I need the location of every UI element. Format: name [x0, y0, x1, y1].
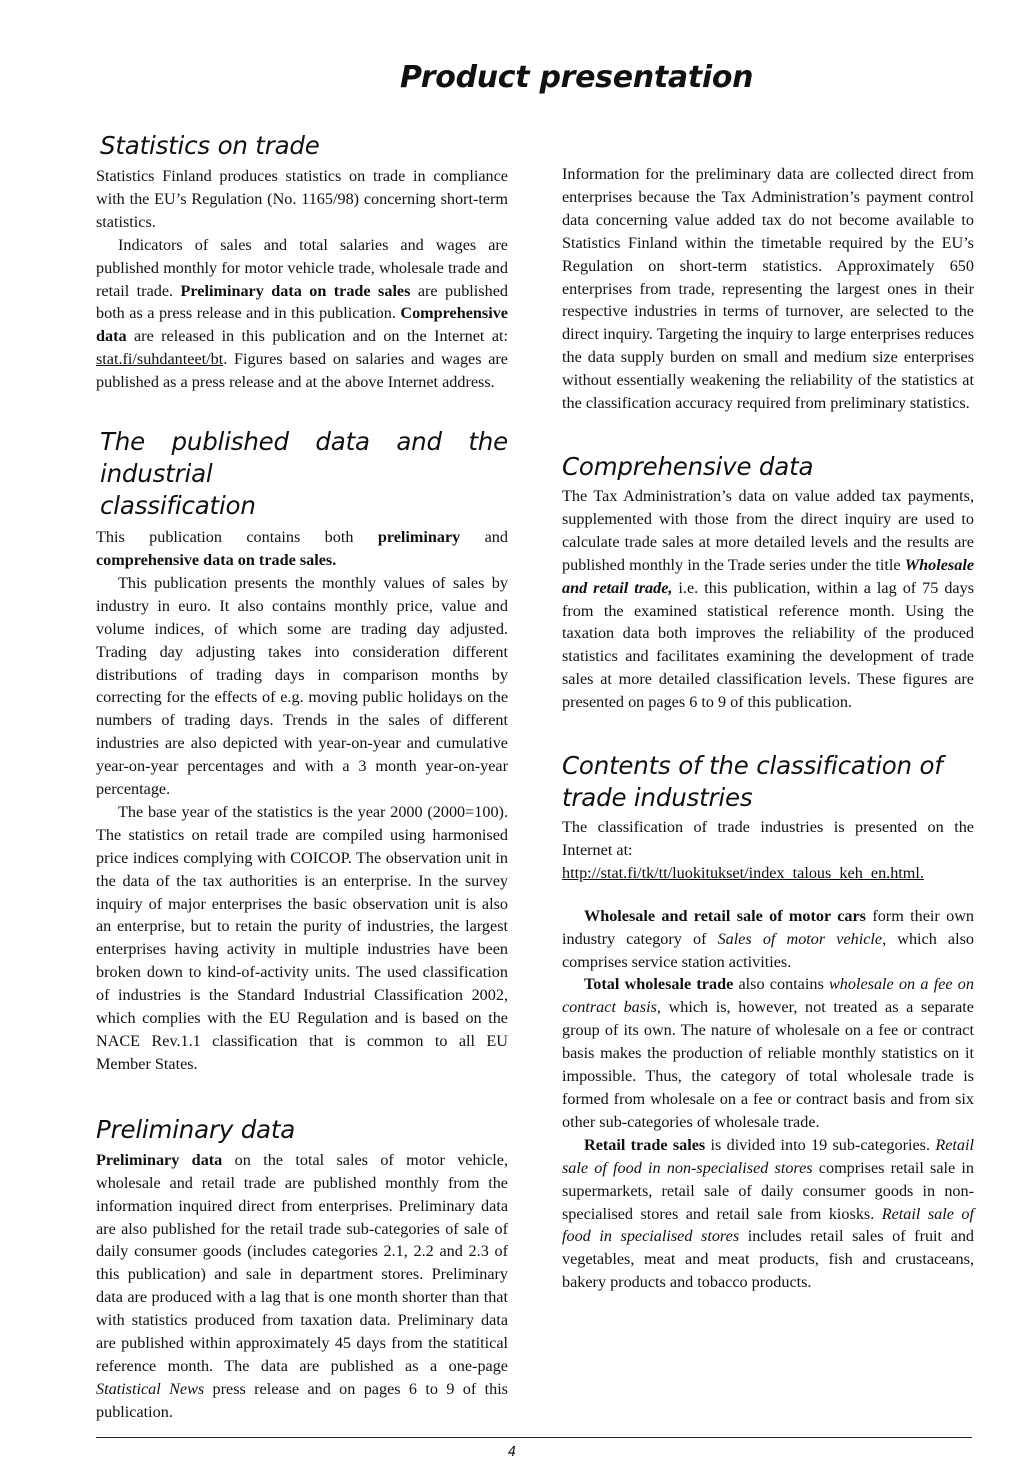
- right-column: [562, 163, 974, 1294]
- paragraph: The base year of the statistics is the year 2000 (2000=100). The statistics on retail trade are compiled using harmonised price indices complying with COICOP. The observation unit in the data of the tax authorities is an enterprise. In the survey inquiry of major enterprises the basic observation unit is also an enterprise, but to retain the purity of industries, the largest enterprises having activity in multiple industries have been broken down to kind-of-activity units. The used classification of industries is the Standard Industrial Classification 2002, which complies with the EU Regulation and is based on the NACE Rev.1.1 classification that is common to all EU Member States.: [96, 802, 508, 1073]
- paragraph: Preliminary data on the total sales of motor vehicle, wholesale and retail trade are published monthly from the information inquired direct from enterprises. Preliminary data are also published for the retail trade sub-categories of sale of daily consumer goods (includes categories 2.1, 2.2 and 2.3 of this publication) and sale in department stores. Preliminary data are produced with a lag that is one month shorter than that with statistics produced from taxation data. Preliminary data are published within approximately 45 days from the statitical reference month. The data are published as a one-page Statistical News press release and on pages 6 to 9 of this publication.: [96, 1150, 508, 1421]
- section-title-comprehensive-data: Comprehensive data: [562, 451, 814, 481]
- paragraph: Wholesale and retail sale of motor cars form their own industry category of Sales of motor vehicle, which also comprises service station activities.: [562, 906, 974, 971]
- paragraph: This publication presents the monthly values of sales by industry in euro. It also contains monthly price, value and volume indices, of which some are trading day adjusted. Trading day adjusting takes into consideration different distributions of trading days in comparison months by correcting for the effects of e.g. moving public holidays on the numbers of trading days. Trends in the sales of different industries are also depicted with year-on-year and cumulative year-on-year percentages and with a 3 month year-on-year percentage.: [96, 573, 508, 799]
- paragraph: Information for the preliminary data are collected direct from enterprises because the Tax Administration’s payment control data concerning value added tax do not become available to Statistics Finland within the timetable required by the EU’s Regulation on short-term statistics. Approximately 650 enterprises from trade, representing the largest ones in their respective industries in terms of turnover, are selected to the direct inquiry. Targeting the inquiry to large enterprises reduces the data supply burden on small and medium size enterprises without essentially weakening the reliability of the statistics at the classification accuracy required from preliminary statistics.: [562, 165, 974, 413]
- section-title-preliminary-data: Preliminary data: [96, 1114, 296, 1144]
- page-header-title: Product presentation: [400, 60, 754, 95]
- section-title-contents-of-classification: Contents of the classification of trade industries: [562, 751, 943, 813]
- paragraph: [562, 862, 974, 885]
- left-column: [96, 130, 508, 1424]
- paragraph: Indicators of sales and total salaries and wages are published monthly for motor vehicle trade, wholesale trade and retail trade. Preliminary data on trade sales are published both as a press release and in this publication. Comprehensive data are released in this publication and on the Internet at: stat.fi/suhdanteet/bt. Figures based on salaries and wages are published as a press release and at the above Internet address.: [96, 235, 508, 392]
- paragraph: Statistics Finland produces statistics on trade in compliance with the EU’s Regulation (No. 1165/98) concerning short-term statistics.: [96, 167, 508, 231]
- paragraph: The classification of trade industries is presented on the Internet at:: [562, 818, 974, 859]
- stat-fi-bt-link[interactable]: stat.fi/suhdanteet/bt: [96, 350, 224, 369]
- section-title-published-data: The published data and the industrial classification: [100, 427, 508, 521]
- footer-divider: [96, 1437, 972, 1438]
- paragraph: This publication contains both preliminary and comprehensive data on trade sales.: [96, 528, 508, 569]
- paragraph: The Tax Administration’s data on value added tax payments, supplemented with those from the direct inquiry are used to calculate trade sales at more detailed levels and the results are published monthly in the Trade series under the title Wholesale and retail trade, i.e. this publication, within a lag of 75 days from the examined statistical reference month. Using the taxation data both improves the reliability of the produced statistics and facilitates examining the development of trade sales at more detailed classification levels. These figures are presented on pages 6 to 9 of this publication.: [562, 486, 974, 712]
- paragraph: Retail trade sales is divided into 19 sub-categories. Retail sale of food in non-specialised stores comprises retail sale in supermarkets, retail sale of daily consumer goods in non-specialised stores and retail sale from kiosks. Retail sale of food in specialised stores includes retail sales of fruit and vegetables, meat and meat products, fish and crustaceans, bakery products and tobacco products.: [562, 1135, 975, 1292]
- paragraph: Total wholesale trade also contains wholesale on a fee on contract basis, which is, however, not treated as a separate group of its own. The nature of wholesale on a fee or contract basis makes the production of reliable monthly statistics on it impossible. Thus, the category of total wholesale trade is formed from wholesale on a fee or contract basis and from six other sub-categories of wholesale trade.: [562, 975, 974, 1131]
- classification-link[interactable]: http://stat.fi/tk/tt/luokitukset/index_talous_keh_en.html.: [562, 863, 924, 882]
- page-number: 4: [507, 1445, 517, 1460]
- section-title-statistics-on-trade: Statistics on trade: [100, 131, 320, 160]
